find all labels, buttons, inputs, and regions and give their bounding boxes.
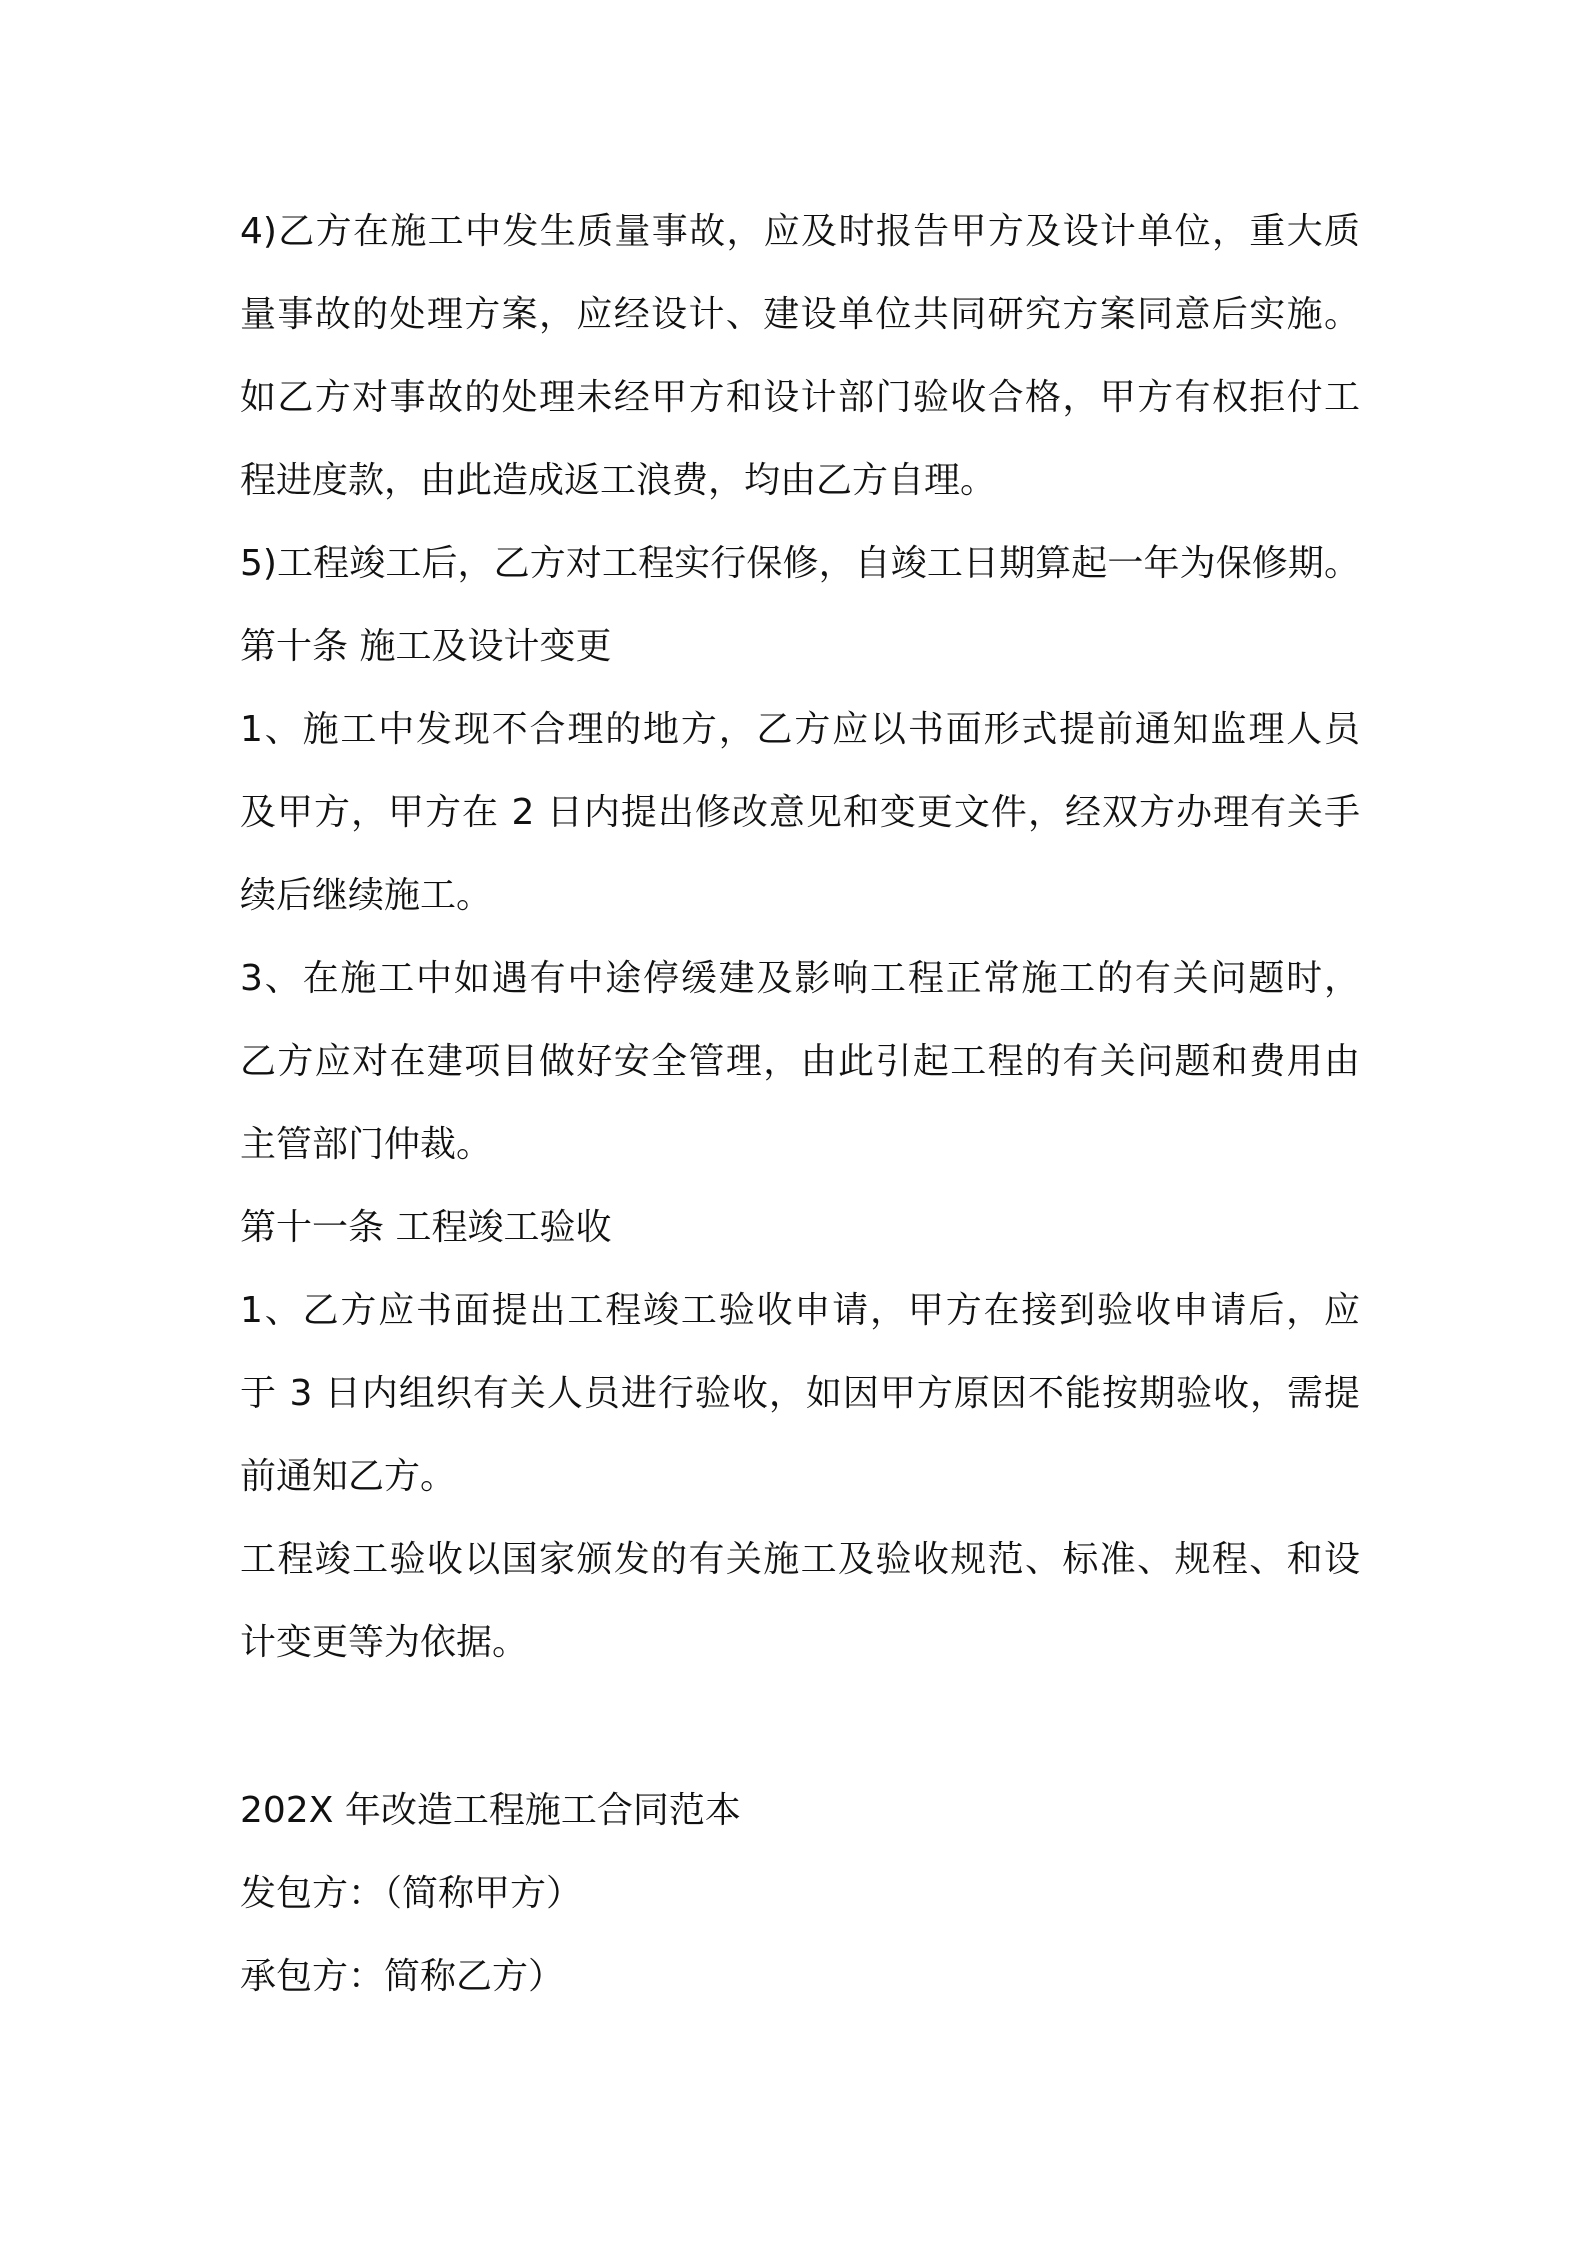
paragraph-line: 1、乙方应书面提出工程竣工验收申请，甲方在接到验收申请后，应 <box>240 1290 1360 1331</box>
paragraph-line: 工程竣工验收以国家颁发的有关施工及验收规范、标准、规程、和设 <box>240 1539 1360 1580</box>
paragraph-line: 主管部门仲裁。 <box>240 1124 493 1165</box>
paragraph-line: 1、施工中发现不合理的地方，乙方应以书面形式提前通知监理人员 <box>240 709 1360 750</box>
paragraph-line: 计变更等为依据。 <box>240 1622 529 1663</box>
section-heading: 第十条 施工及设计变更 <box>240 626 612 667</box>
paragraph-line: 如乙方对事故的处理未经甲方和设计部门验收合格，甲方有权拒付工 <box>240 377 1360 418</box>
paragraph-line: 5)工程竣工后，乙方对工程实行保修，自竣工日期算起一年为保修期。 <box>240 543 1360 584</box>
paragraph-line: 4)乙方在施工中发生质量事故，应及时报告甲方及设计单位，重大质 <box>240 211 1360 252</box>
section-heading: 第十一条 工程竣工验收 <box>240 1207 612 1248</box>
document-title: 202X 年改造工程施工合同范本 <box>240 1790 741 1831</box>
paragraph-line: 量事故的处理方案，应经设计、建设单位共同研究方案同意后实施。 <box>240 294 1360 335</box>
paragraph-line: 于 3 日内组织有关人员进行验收，如因甲方原因不能按期验收，需提 <box>240 1373 1360 1414</box>
party-line: 发包方：（简称甲方） <box>240 1873 583 1914</box>
paragraph-line: 前通知乙方。 <box>240 1456 457 1497</box>
paragraph-line: 3、在施工中如遇有中途停缓建及影响工程正常施工的有关问题时， <box>240 958 1360 999</box>
paragraph-line: 乙方应对在建项目做好安全管理，由此引起工程的有关问题和费用由 <box>240 1041 1360 1082</box>
paragraph-line: 续后继续施工。 <box>240 875 493 916</box>
paragraph-line: 及甲方，甲方在 2 日内提出修改意见和变更文件，经双方办理有关手 <box>240 792 1360 833</box>
paragraph-line: 程进度款，由此造成返工浪费，均由乙方自理。 <box>240 460 997 501</box>
party-line: 承包方：简称乙方） <box>240 1956 565 1997</box>
